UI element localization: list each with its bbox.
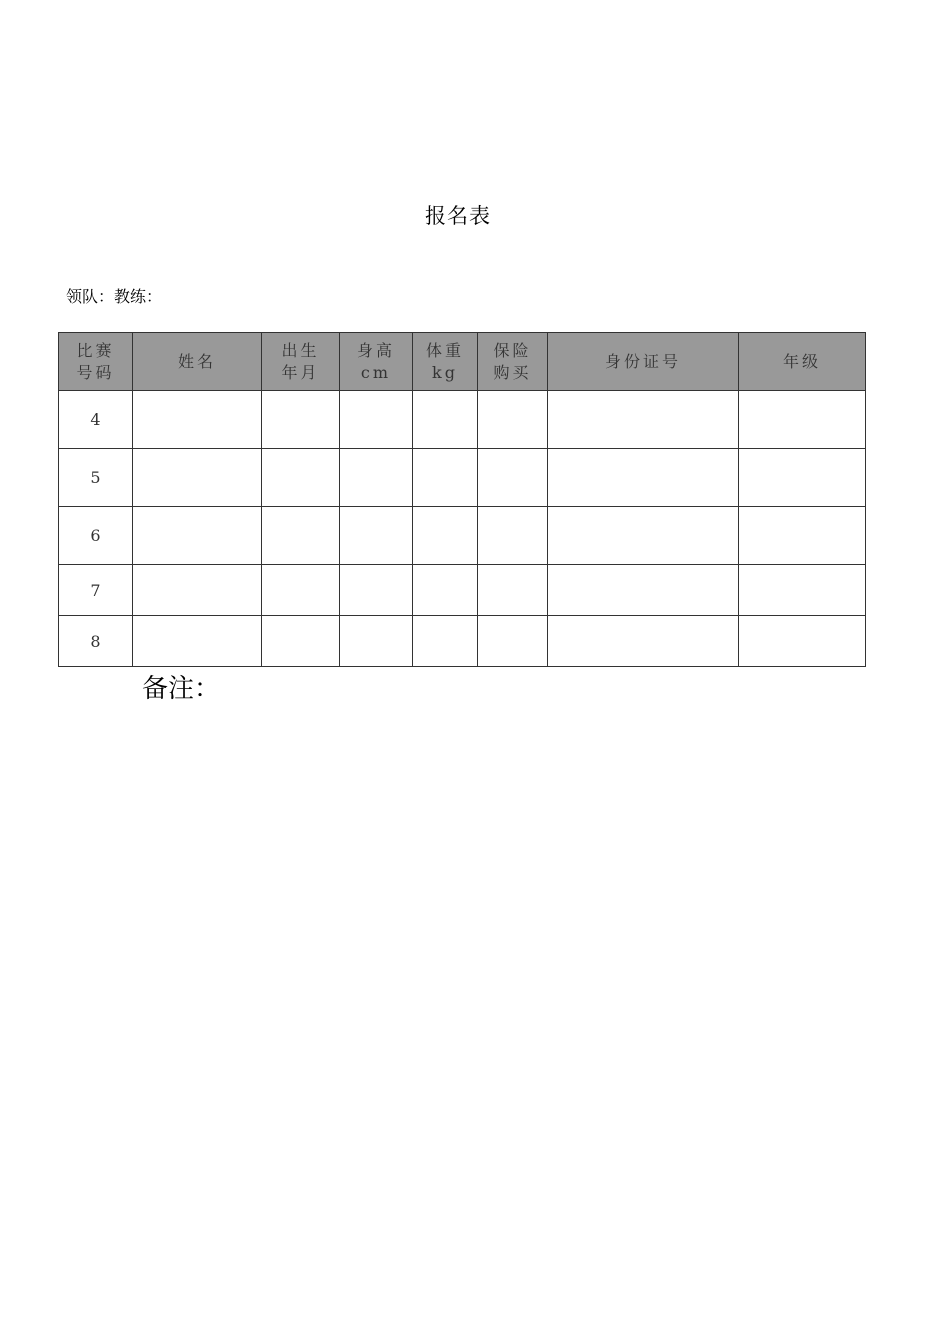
- cell-id-number[interactable]: [548, 565, 739, 616]
- cell-grade[interactable]: [739, 391, 866, 449]
- cell-grade[interactable]: [739, 449, 866, 507]
- cell-weight[interactable]: [413, 391, 478, 449]
- cell-match-number: 7: [59, 565, 133, 616]
- header-weight: 体重 kg: [413, 333, 478, 391]
- cell-insurance[interactable]: [478, 449, 548, 507]
- cell-name[interactable]: [133, 507, 262, 565]
- cell-height[interactable]: [340, 507, 413, 565]
- cell-id-number[interactable]: [548, 616, 739, 667]
- table-row: [59, 391, 866, 449]
- cell-grade[interactable]: [739, 616, 866, 667]
- header-birth-date: 出生 年月: [262, 333, 340, 391]
- header-id-number: 身份证号: [548, 333, 739, 391]
- table-row: [59, 449, 866, 507]
- table-row: [59, 565, 866, 616]
- leader-coach-line: 领队：教练：: [66, 287, 163, 306]
- header-name: 姓名: [133, 333, 262, 391]
- cell-birth-date[interactable]: [262, 507, 340, 565]
- cell-grade[interactable]: [739, 565, 866, 616]
- cell-birth-date[interactable]: [262, 565, 340, 616]
- cell-height[interactable]: [340, 565, 413, 616]
- header-grade: 年级: [739, 333, 866, 391]
- cell-insurance[interactable]: [478, 391, 548, 449]
- cell-insurance[interactable]: [478, 616, 548, 667]
- table-row: [59, 616, 866, 667]
- cell-birth-date[interactable]: [262, 391, 340, 449]
- remarks-label: 备注：: [142, 674, 221, 704]
- header-insurance: 保险 购买: [478, 333, 548, 391]
- cell-grade[interactable]: [739, 507, 866, 565]
- cell-id-number[interactable]: [548, 449, 739, 507]
- header-height: 身高 cm: [340, 333, 413, 391]
- cell-match-number: 8: [59, 616, 133, 667]
- header-match-number: 比赛 号码: [59, 333, 133, 391]
- table-header-row: [59, 333, 866, 391]
- form-title: 报名表: [425, 204, 491, 228]
- cell-birth-date[interactable]: [262, 616, 340, 667]
- cell-match-number: 4: [59, 391, 133, 449]
- cell-height[interactable]: [340, 616, 413, 667]
- cell-name[interactable]: [133, 391, 262, 449]
- cell-weight[interactable]: [413, 507, 478, 565]
- cell-name[interactable]: [133, 565, 262, 616]
- cell-weight[interactable]: [413, 616, 478, 667]
- cell-match-number: 5: [59, 449, 133, 507]
- cell-match-number: 6: [59, 507, 133, 565]
- cell-id-number[interactable]: [548, 507, 739, 565]
- cell-weight[interactable]: [413, 449, 478, 507]
- cell-id-number[interactable]: [548, 391, 739, 449]
- table-row: [59, 507, 866, 565]
- cell-height[interactable]: [340, 449, 413, 507]
- cell-name[interactable]: [133, 449, 262, 507]
- cell-insurance[interactable]: [478, 565, 548, 616]
- cell-name[interactable]: [133, 616, 262, 667]
- cell-height[interactable]: [340, 391, 413, 449]
- cell-weight[interactable]: [413, 565, 478, 616]
- registration-table: [58, 332, 866, 667]
- cell-insurance[interactable]: [478, 507, 548, 565]
- cell-birth-date[interactable]: [262, 449, 340, 507]
